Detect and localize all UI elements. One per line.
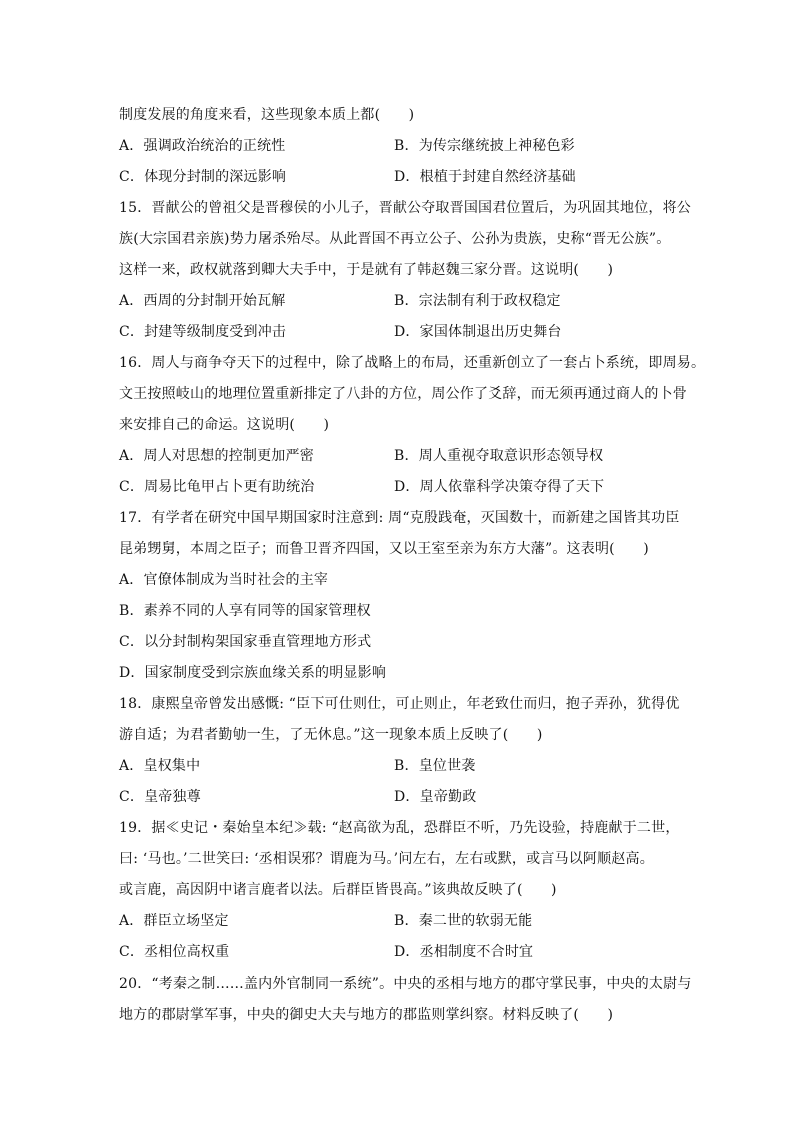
question-19-stem-line-2: 曰: ‘马也。’二世笑曰: ‘丞相误邪？谓鹿为马。’问左右，左右或默，或言马以阿顺赵高。 [119, 851, 654, 867]
question-15-stem-line-2: 族(大宗国君亲族)势力屠杀殆尽。从此晋国不再立公子、公孙为贵族，史称“晋无公族”。 [119, 231, 671, 247]
question-19-option-d: D．丞相制度不合时宜 [394, 944, 534, 960]
question-20-stem-line-1: 20．“考秦之制……盖内外官制同一系统”。中央的丞相与地方的郡守掌民事，中央的太尉与 [119, 976, 692, 992]
question-15-option-c: C．封建等级制度受到冲击 [119, 324, 287, 340]
question-15-stem-line-3: 这样一来，政权就落到卿大夫手中，于是就有了韩赵魏三家分晋。这说明( ) [119, 262, 614, 278]
question-17-option-a: A．官僚体制成为当时社会的主宰 [119, 572, 329, 588]
question-16-stem-line-3: 来安排自己的命运。这说明( ) [119, 417, 330, 433]
question-15-stem-line-1: 15．晋献公的曾祖父是晋穆侯的小儿子，晋献公夺取晋国国君位置后，为巩固其地位，将公 [119, 200, 692, 216]
question-16-stem-line-2: 文王按照岐山的地理位置重新排定了八卦的方位，周公作了爻辞，而无须再通过商人的卜骨 [119, 386, 687, 402]
question-20-stem-line-2: 地方的郡尉掌军事，中央的御史大夫与地方的郡监则掌纠察。材料反映了( ) [119, 1007, 614, 1023]
question-16-option-d: D．周人依靠科学决策夺得了天下 [394, 479, 605, 495]
question-18-option-c: C．皇帝独尊 [119, 789, 201, 805]
question-14-stem-tail: 制度发展的角度来看，这些现象本质上都( ) [119, 107, 415, 123]
question-18-option-d: D．皇帝勤政 [394, 789, 477, 805]
question-16-stem-line-1: 16．周人与商争夺天下的过程中，除了战略上的布局，还重新创立了一套占卜系统，即周易。 [119, 355, 706, 371]
question-18-option-a: A．皇权集中 [119, 758, 201, 774]
question-14-option-c: C．体现分封制的深远影响 [119, 169, 287, 185]
question-19-option-c: C．丞相位高权重 [119, 944, 230, 960]
question-19-option-a: A．群臣立场坚定 [119, 913, 229, 929]
question-18-stem-line-2: 游自适；为君者勤劬一生，了无休息。”这一现象本质上反映了( ) [119, 727, 543, 743]
question-17-stem-line-2: 昆弟甥舅，本周之臣子；而鲁卫晋齐四国，又以王室至亲为东方大藩”。这表明( ) [119, 541, 649, 557]
question-15-option-a: A．西周的分封制开始瓦解 [119, 293, 286, 309]
question-15-option-b: B．宗法制有利于政权稳定 [394, 293, 561, 309]
question-14-option-d: D．根植于封建自然经济基础 [394, 169, 576, 185]
question-15-option-d: D．家国体制退出历史舞台 [394, 324, 562, 340]
question-19-stem-line-1: 19．据≪史记・秦始皇本纪≫载: “赵高欲为乱，恐群臣不听，乃先设验，持鹿献于二世， [119, 820, 680, 836]
question-18-stem-line-1: 18．康熙皇帝曾发出感慨: “臣下可仕则仕，可止则止，年老致仕而归，抱子弄孙，犹得优 [119, 696, 680, 712]
question-16-option-c: C．周易比龟甲占卜更有助统治 [119, 479, 315, 495]
question-17-option-b: B．素养不同的人享有同等的国家管理权 [119, 603, 371, 619]
question-17-option-c: C．以分封制构架国家垂直管理地方形式 [119, 634, 372, 650]
question-16-option-b: B．周人重视夺取意识形态领导权 [394, 448, 604, 464]
question-19-option-b: B．秦二世的软弱无能 [394, 913, 533, 929]
question-17-stem-line-1: 17．有学者在研究中国早期国家时注意到: 周“克殷践奄，灭国数十，而新建之国皆其功臣 [119, 510, 680, 526]
question-14-option-b: B．为传宗继统披上神秘色彩 [394, 138, 575, 154]
question-18-option-b: B．皇位世袭 [394, 758, 476, 774]
question-17-option-d: D．国家制度受到宗族血缘关系的明显影响 [119, 665, 387, 681]
question-14-option-a: A．强调政治统治的正统性 [119, 138, 286, 154]
question-16-option-a: A．周人对思想的控制更加严密 [119, 448, 314, 464]
question-19-stem-line-3: 或言鹿，高因阴中诸言鹿者以法。后群臣皆畏高。”该典故反映了( ) [119, 882, 557, 898]
